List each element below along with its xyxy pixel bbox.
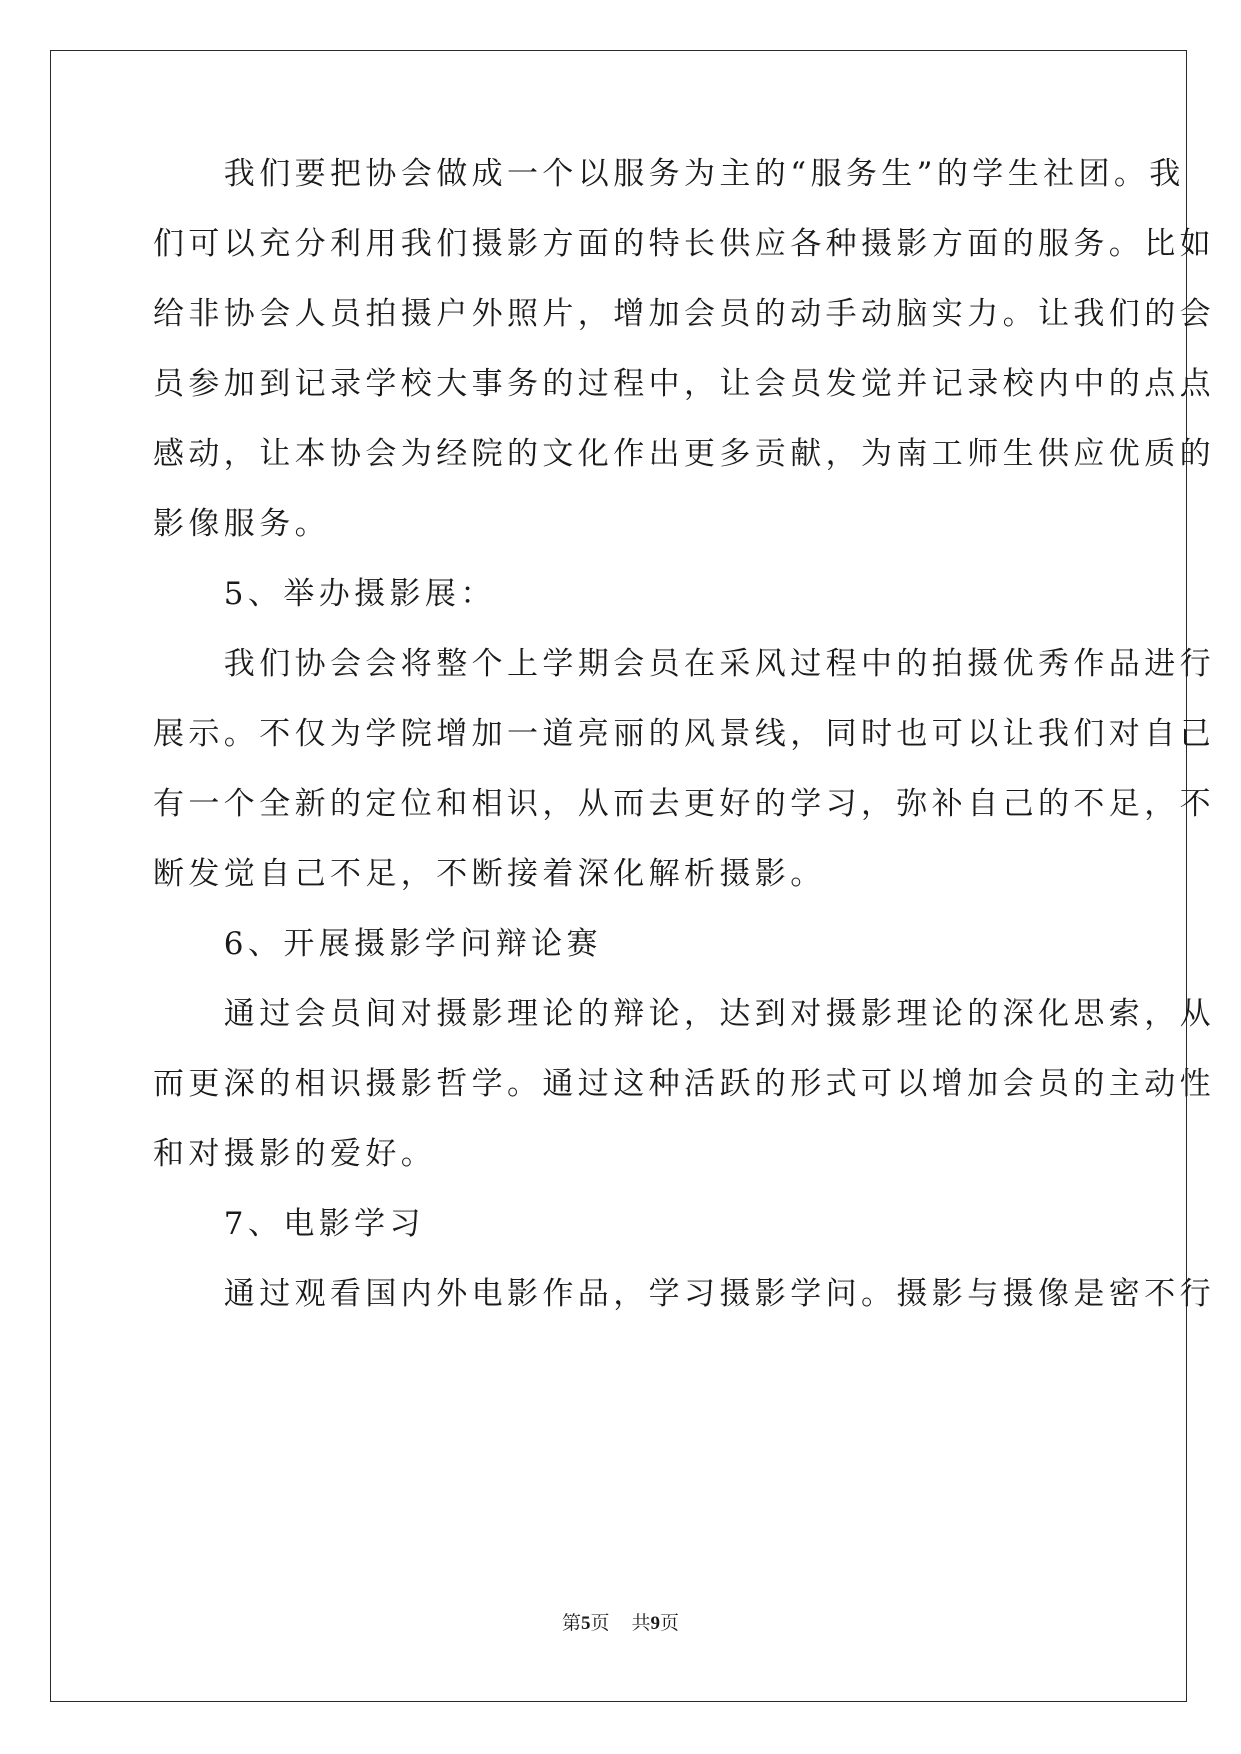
page-total-suffix: 页 xyxy=(660,1613,680,1634)
text-line: 通过会员间对摄影理论的辩论，达到对摄影理论的深化思索，从 xyxy=(153,996,1215,1032)
page-total-prefix: 共 xyxy=(631,1613,651,1634)
text-line: 通过观看国内外电影作品，学习摄影学问。摄影与摄像是密不行 xyxy=(153,1276,1215,1312)
section-heading: 7、电影学习 xyxy=(153,1206,425,1242)
text-line: 展示。不仅为学院增加一道亮丽的风景线，同时也可以让我们对自己 xyxy=(153,716,1215,752)
page-number: 5 xyxy=(580,1613,591,1634)
page-footer xyxy=(0,1612,1241,1636)
section-heading: 6、开展摄影学问辩论赛 xyxy=(153,926,602,962)
text-line: 和对摄影的爱好。 xyxy=(153,1136,437,1172)
text-line: 给非协会人员拍摄户外照片，增加会员的动手动脑实力。让我们的会 xyxy=(153,296,1215,332)
page-total: 9 xyxy=(650,1613,661,1634)
text-line: 员参加到记录学校大事务的过程中，让会员发觉并记录校内中的点点 xyxy=(153,366,1215,402)
text-line: 们可以充分利用我们摄影方面的特长供应各种摄影方面的服务。比如 xyxy=(153,226,1215,262)
text-line: 影像服务。 xyxy=(153,506,330,542)
text-line: 感动，让本协会为经院的文化作出更多贡献，为南工师生供应优质的 xyxy=(153,436,1215,472)
text-line: 我们要把协会做成一个以服务为主的“服务生”的学生社团。我 xyxy=(153,156,1185,192)
page-number-suffix: 页 xyxy=(590,1613,610,1634)
text-line: 我们协会会将整个上学期会员在采风过程中的拍摄优秀作品进行 xyxy=(153,646,1215,682)
text-line: 断发觉自己不足，不断接着深化解析摄影。 xyxy=(153,856,826,892)
section-heading: 5、举办摄影展： xyxy=(153,576,496,612)
text-line: 有一个全新的定位和相识，从而去更好的学习，弥补自己的不足，不 xyxy=(153,786,1215,822)
page-number-prefix: 第 xyxy=(561,1613,581,1634)
text-line: 而更深的相识摄影哲学。通过这种活跃的形式可以增加会员的主动性 xyxy=(153,1066,1215,1102)
